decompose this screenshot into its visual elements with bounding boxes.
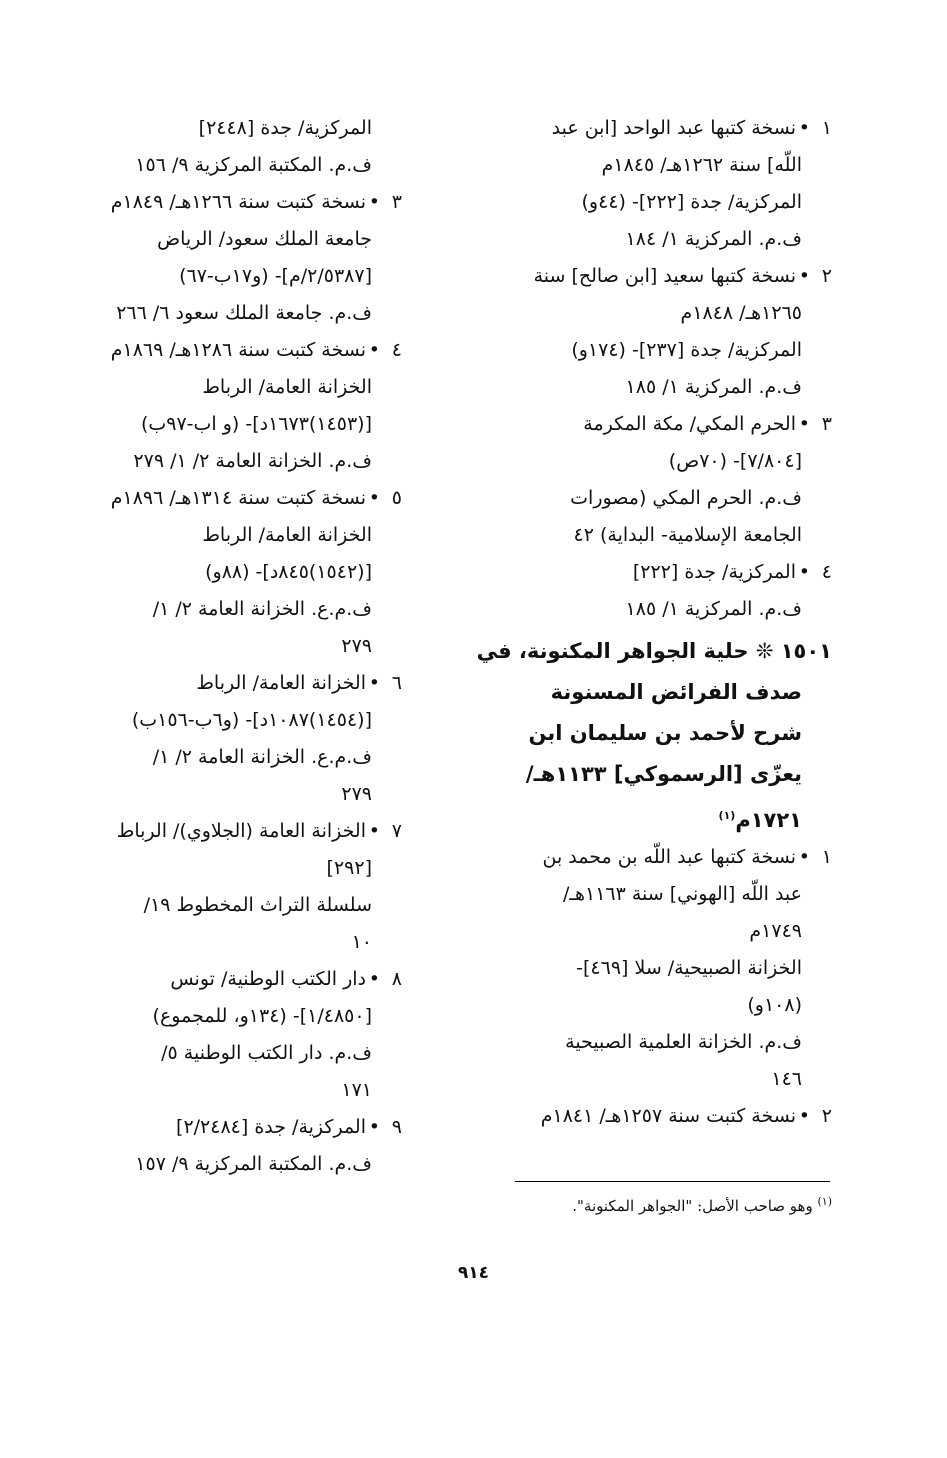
entry-text: ف.م. المكتبة المركزية ٩/ ١٥٦ [135,154,372,176]
entry-heading-date: ١٧٢١م [735,808,802,832]
bullet-icon: • [368,191,380,213]
manuscript-entry-line [102,702,402,739]
manuscript-entry-line [102,776,402,813]
entry-text: نسخة كتبت سنة ١٢٦٦هـ/ ١٨٤٩م [110,191,366,213]
entry-text: سلسلة التراث المخطوط ١٩/ [143,894,372,916]
entry-text: ٢٧٩ [341,783,372,805]
entry-text: ف.م. المكتبة المركزية ٩/ ١٥٧ [135,1153,372,1175]
entry-text: [٢٩٢] [326,857,372,879]
bullet-icon: • [368,339,380,361]
entry-text: ١٤٦ [771,1068,802,1090]
entry-text: الخزانة العامة/ الرباط [202,376,372,398]
footnote-text: وهو صاحب الأصل: "الجواهر المكنونة". [572,1197,813,1215]
entry-text: نسخة كتبها سعيد [ابن صالح] سنة [533,265,796,287]
manuscript-entry-line [102,998,402,1035]
manuscript-entry-first-line [102,813,402,850]
entry-text: [٧/٨٠٤]- (٧٠ص) [668,450,802,472]
manuscript-entry-line [512,876,832,913]
entry-text: ف.م. جامعة الملك سعود ٦/ ٢٦٦ [116,302,372,324]
manuscript-entry-line [512,332,832,369]
manuscript-entry-line [512,443,832,480]
entry-text: المركزية/ جدة [٢/٢٤٨٤] [176,1116,366,1138]
entry-text: نسخة كتبت سنة ١٣١٤هـ/ ١٨٩٦م [110,487,366,509]
manuscript-entry-line [512,517,832,554]
entry-number: ٩ [391,1116,402,1138]
manuscript-entry-line [512,221,832,258]
entry-text: جامعة الملك سعود/ الرياض [157,228,372,250]
manuscript-entry-line [102,221,402,258]
manuscript-entry-first-line [512,839,832,876]
footnote-marker: (١) [718,809,736,822]
entry-number: ٤ [821,561,832,583]
manuscript-entry-line [512,913,832,950]
manuscript-entry-line [102,1072,402,1109]
entry-text: [٢/٥٣٨٧/م]- (و١٧ب-٦٧) [179,265,372,287]
manuscript-entry-line [102,554,402,591]
entry-text: ف.م. المركزية ١/ ١٨٤ [625,228,802,250]
entry-text: ١٠ [351,931,372,953]
entry-text: الحرم المكي/ مكة المكرمة [583,413,796,435]
manuscript-entry-first-line [512,1098,832,1135]
entry-number: ١ [821,117,832,139]
entry-text: المركزية/ جدة [٢٣٧]- (١٧٤و) [571,339,802,361]
footnote [572,1195,832,1215]
entry-text: ف.م. دار الكتب الوطنية ٥/ [161,1042,372,1064]
manuscript-entry-line [102,258,402,295]
entry-number: ٣ [391,191,402,213]
bullet-icon: • [368,820,380,842]
manuscript-entry-first-line [102,184,402,221]
entry-text: ف.م. المركزية ١/ ١٨٥ [625,376,802,398]
manuscript-entry-line [512,591,832,628]
bullet-icon: • [368,1116,380,1138]
manuscript-entry-first-line [512,110,832,147]
manuscript-entry-line [102,406,402,443]
entry-text: ف.م.ع. الخزانة العامة ٢/ ١/ [152,746,372,768]
entry-text: عبد اللّه [الهوني] سنة ١١٦٣هـ/ [562,883,802,905]
manuscript-entry-line [102,628,402,665]
entry-number: ٧ [391,820,402,842]
manuscript-entry-line [102,110,402,147]
entry-heading-line: صدف الفرائض المسنونة [550,680,802,704]
manuscript-entry-line [512,1024,832,1061]
manuscript-entry-line [102,850,402,887]
manuscript-entry-line [512,295,832,332]
manuscript-entry-line [512,950,832,987]
footnote-rule [515,1181,830,1182]
manuscript-entry-line [512,1061,832,1098]
manuscript-entry-first-line [102,480,402,517]
entry-number: ٥ [391,487,402,509]
entry-text: ٢٧٩ [341,635,372,657]
entry-number: ٣ [821,413,832,435]
entry-text: دار الكتب الوطنية/ تونس [170,968,366,990]
entry-number: ١ [821,846,832,868]
entry-text: [١/٤٨٥٠]- (١٣٤و، للمجموع) [152,1005,372,1027]
entry-heading [476,631,832,836]
entry-number: ٦ [391,672,402,694]
bullet-icon: • [798,117,810,139]
entry-text: ف.م. الحرم المكي (مصورات [570,487,802,509]
manuscript-entry-first-line [102,332,402,369]
entry-number: ٨ [391,968,402,990]
entry-text: الجامعة الإسلامية- البداية) ٤٢ [573,524,802,546]
manuscript-entry-line [102,591,402,628]
manuscript-entry-line [512,480,832,517]
manuscript-entry-line [512,987,832,1024]
entry-number: ٤ [391,339,402,361]
entry-text: ١٢٦٥هـ/ ١٨٤٨م [680,302,802,324]
manuscript-entry-line [102,1146,402,1183]
entry-text: ١٧٤٩م [749,920,802,942]
entry-text: المركزية/ جدة [٢٢٢] [632,561,796,583]
manuscript-entry-line [102,517,402,554]
bullet-icon: • [798,1105,810,1127]
entry-text: الخزانة العامة/ الرباط [202,524,372,546]
entry-text: ف.م.ع. الخزانة العامة ٢/ ١/ [152,598,372,620]
entry-text: (١٠٨و) [747,994,802,1016]
entry-text: ف.م. الخزانة العامة ٢/ ١/ ٢٧٩ [133,450,372,472]
entry-text: نسخة كتبت سنة ١٢٨٦هـ/ ١٨٦٩م [110,339,366,361]
entry-text: الخزانة العامة/ الرباط [196,672,366,694]
entry-text: ١٧١ [341,1079,372,1101]
entry-text: الخزانة الصبيحية/ سلا [٤٦٩]- [576,957,802,979]
left-column [102,110,402,1183]
entry-number: ٢ [821,265,832,287]
manuscript-entry-line [102,147,402,184]
bullet-icon: • [368,487,380,509]
manuscript-entry-line [512,369,832,406]
entry-text: ف.م. الخزانة العلمية الصبيحية [565,1031,802,1053]
manuscript-entry-line [102,369,402,406]
manuscript-entry-line [102,924,402,961]
entry-heading-line: ١٥٠١ ❊ حلية الجواهر المكنونة، في [476,639,832,663]
entry-heading-line [512,795,832,836]
bullet-icon: • [368,672,380,694]
manuscript-entry-line [102,295,402,332]
manuscript-entry-line [512,184,832,221]
manuscript-entry-line [102,887,402,924]
bullet-icon: • [798,846,810,868]
page-number: ٩١٤ [457,1263,490,1283]
entry-number: ٢ [821,1105,832,1127]
entry-text: المركزية/ جدة [٢٤٤٨] [198,117,372,139]
bullet-icon: • [368,968,380,990]
entry-heading-line: شرح لأحمد بن سليمان ابن [528,721,802,745]
entry-text: الخزانة العامة (الجلاوي)/ الرباط [116,820,366,842]
manuscript-entry-line [512,147,832,184]
entry-text: نسخة كتبها عبد اللّه بن محمد بن [542,846,796,868]
manuscript-entry-first-line [102,961,402,998]
manuscript-entry-line [102,1035,402,1072]
entry-text: [(١٤٥٤)١٠٨٧د]- (و٦ب-١٥٦ب) [131,709,372,731]
entry-text: المركزية/ جدة [٢٢٢]- (٤٤و) [581,191,802,213]
right-column [476,110,832,1135]
manuscript-entry-first-line [512,258,832,295]
bullet-icon: • [798,265,810,287]
footnote-mark: (١) [817,1195,832,1208]
manuscript-entry-first-line [512,554,832,591]
entry-text: [(١٥٤٢)٨٤٥د]- (٨٨و) [205,561,372,583]
manuscript-entry-line [102,739,402,776]
entry-text: نسخة كتبت سنة ١٢٥٧هـ/ ١٨٤١م [540,1105,796,1127]
entry-text: ف.م. المركزية ١/ ١٨٥ [625,598,802,620]
bullet-icon: • [798,561,810,583]
manuscript-entry-first-line [512,406,832,443]
entry-text: [(١٤٥٣)١٦٧٣د]- (و اب-٩٧ب) [140,413,372,435]
entry-text: نسخة كتبها عبد الواحد [ابن عبد [551,117,796,139]
manuscript-entry-first-line [102,1109,402,1146]
entry-text: اللّه] سنة ١٢٦٢هـ/ ١٨٤٥م [601,154,802,176]
manuscript-entry-first-line [102,665,402,702]
bullet-icon: • [798,413,810,435]
entry-heading-line: يعزّى [الرسموكي] ١١٣٣هـ/ [525,762,802,786]
manuscript-entry-line [102,443,402,480]
